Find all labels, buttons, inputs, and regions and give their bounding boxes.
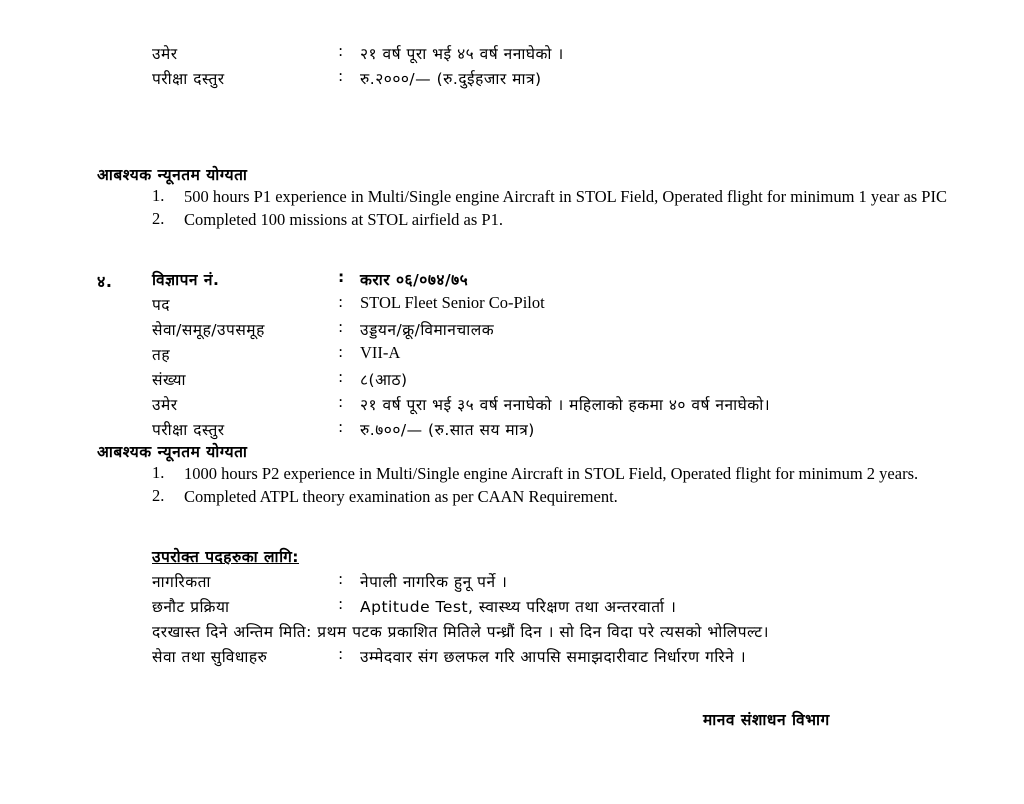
field-row-service-group — [152, 318, 992, 340]
field-colon: : — [338, 343, 344, 361]
field-colon: : — [338, 318, 344, 336]
field-label: परीक्षा दस्तुर — [152, 70, 225, 88]
field-colon: : — [338, 293, 344, 311]
field-colon: : — [338, 268, 345, 286]
field-label: छनौट प्रक्रिया — [152, 598, 230, 616]
section-number: ४. — [97, 272, 113, 291]
list-item — [152, 209, 952, 230]
signature-department: मानव संशाधन विभाग — [703, 711, 830, 729]
field-row-application-deadline — [152, 620, 1002, 642]
list-item-text: 1000 hours P2 experience in Multi/Single engine Aircraft in STOL Field, Operated flight for minimum 2 years. — [184, 464, 919, 483]
field-row-selection-process — [152, 595, 1002, 617]
field-colon: : — [338, 368, 344, 386]
list-item-text: Completed 100 missions at STOL airfield as P1. — [184, 210, 503, 230]
field-row-age-top — [152, 42, 982, 64]
field-value: रु.७००/— (रु.सात सय मात्र) — [360, 421, 535, 439]
field-value: २१ वर्ष पूरा भई ४५ वर्ष ननाघेको । — [360, 45, 564, 63]
list-item-text: 500 hours P1 experience in Multi/Single engine Aircraft in STOL Field, Operated flight for minimum 1 year as PIC — [184, 187, 947, 206]
field-label: परीक्षा दस्तुर — [152, 421, 225, 439]
field-row-post — [152, 293, 992, 315]
list-item — [152, 486, 952, 507]
list-item-number: 1. — [152, 463, 165, 482]
field-label: उमेर — [152, 45, 178, 63]
field-value: उड्डयन/क्रू/विमानचालक — [360, 321, 495, 339]
field-row-exam-fee — [152, 418, 992, 440]
field-label: विज्ञापन नं. — [152, 271, 220, 289]
field-row-citizenship — [152, 570, 1002, 592]
qualification-list-2 — [152, 463, 952, 510]
field-label: तह — [152, 346, 171, 364]
field-colon: : — [338, 595, 344, 613]
field-colon: : — [338, 645, 344, 663]
field-row-level — [152, 343, 992, 365]
field-value: ८(आठ) — [360, 371, 408, 389]
list-item-number: 1. — [152, 186, 165, 205]
field-colon: : — [338, 42, 344, 60]
qualification-heading-1: आबश्यक न्यूनतम योग्यता — [97, 166, 248, 184]
list-item — [152, 186, 952, 207]
common-conditions-block — [152, 570, 1002, 670]
for-above-posts-heading: उपरोक्त पदहरुका लागि: — [152, 548, 300, 566]
field-value: रु.२०००/— (रु.दुईहजार मात्र) — [360, 70, 542, 88]
field-label: संख्या — [152, 371, 187, 389]
list-item-text: Completed ATPL theory examination as per CAAN Requirement. — [184, 487, 618, 507]
field-value: STOL Fleet Senior Co-Pilot — [360, 293, 545, 312]
qualification-list-1 — [152, 186, 952, 233]
field-row-advertisement-no — [152, 268, 992, 290]
field-colon: : — [338, 570, 344, 588]
field-label: सेवा तथा सुविधाहरु — [152, 648, 268, 666]
field-row-number — [152, 368, 992, 390]
top-field-block — [152, 42, 982, 92]
list-item-number: 2. — [152, 209, 165, 229]
advertisement-field-block — [152, 268, 992, 443]
field-row-benefits — [152, 645, 1002, 667]
field-label: सेवा/समूह/उपसमूह — [152, 321, 265, 339]
field-row-exam-fee-top — [152, 67, 982, 89]
field-colon: : — [338, 418, 344, 436]
field-colon: : — [338, 393, 344, 411]
field-value: करार ०६/०७४/७५ — [360, 271, 469, 289]
field-label: उमेर — [152, 396, 178, 414]
field-value: VII-A — [360, 343, 401, 362]
qualification-heading-2: आबश्यक न्यूनतम योग्यता — [97, 443, 248, 461]
field-value: उम्मेदवार संग छलफल गरि आपसि समाझदारीवाट निर्धारण गरिने । — [360, 648, 747, 666]
field-label: दरखास्त दिने अन्तिम मिति: — [152, 623, 312, 641]
field-colon: : — [338, 67, 344, 85]
field-value: २१ वर्ष पूरा भई ३५ वर्ष ननाघेको । महिलाको हकमा ४० वर्ष ननाघेको। — [360, 396, 771, 414]
field-value: नेपाली नागरिक हुनू पर्ने । — [360, 573, 508, 591]
field-value: Aptitude Test, स्वास्थ्य परिक्षण तथा अन्तरवार्ता । — [360, 598, 677, 616]
field-value: प्रथम पटक प्रकाशित मितिले पन्ध्रौं दिन । सो दिन विदा परे त्यसको भोलिपल्ट। — [317, 623, 769, 641]
list-item-number: 2. — [152, 486, 165, 506]
field-label: नागरिकता — [152, 573, 211, 591]
field-row-age — [152, 393, 992, 415]
field-label: पद — [152, 296, 171, 314]
list-item — [152, 463, 952, 484]
